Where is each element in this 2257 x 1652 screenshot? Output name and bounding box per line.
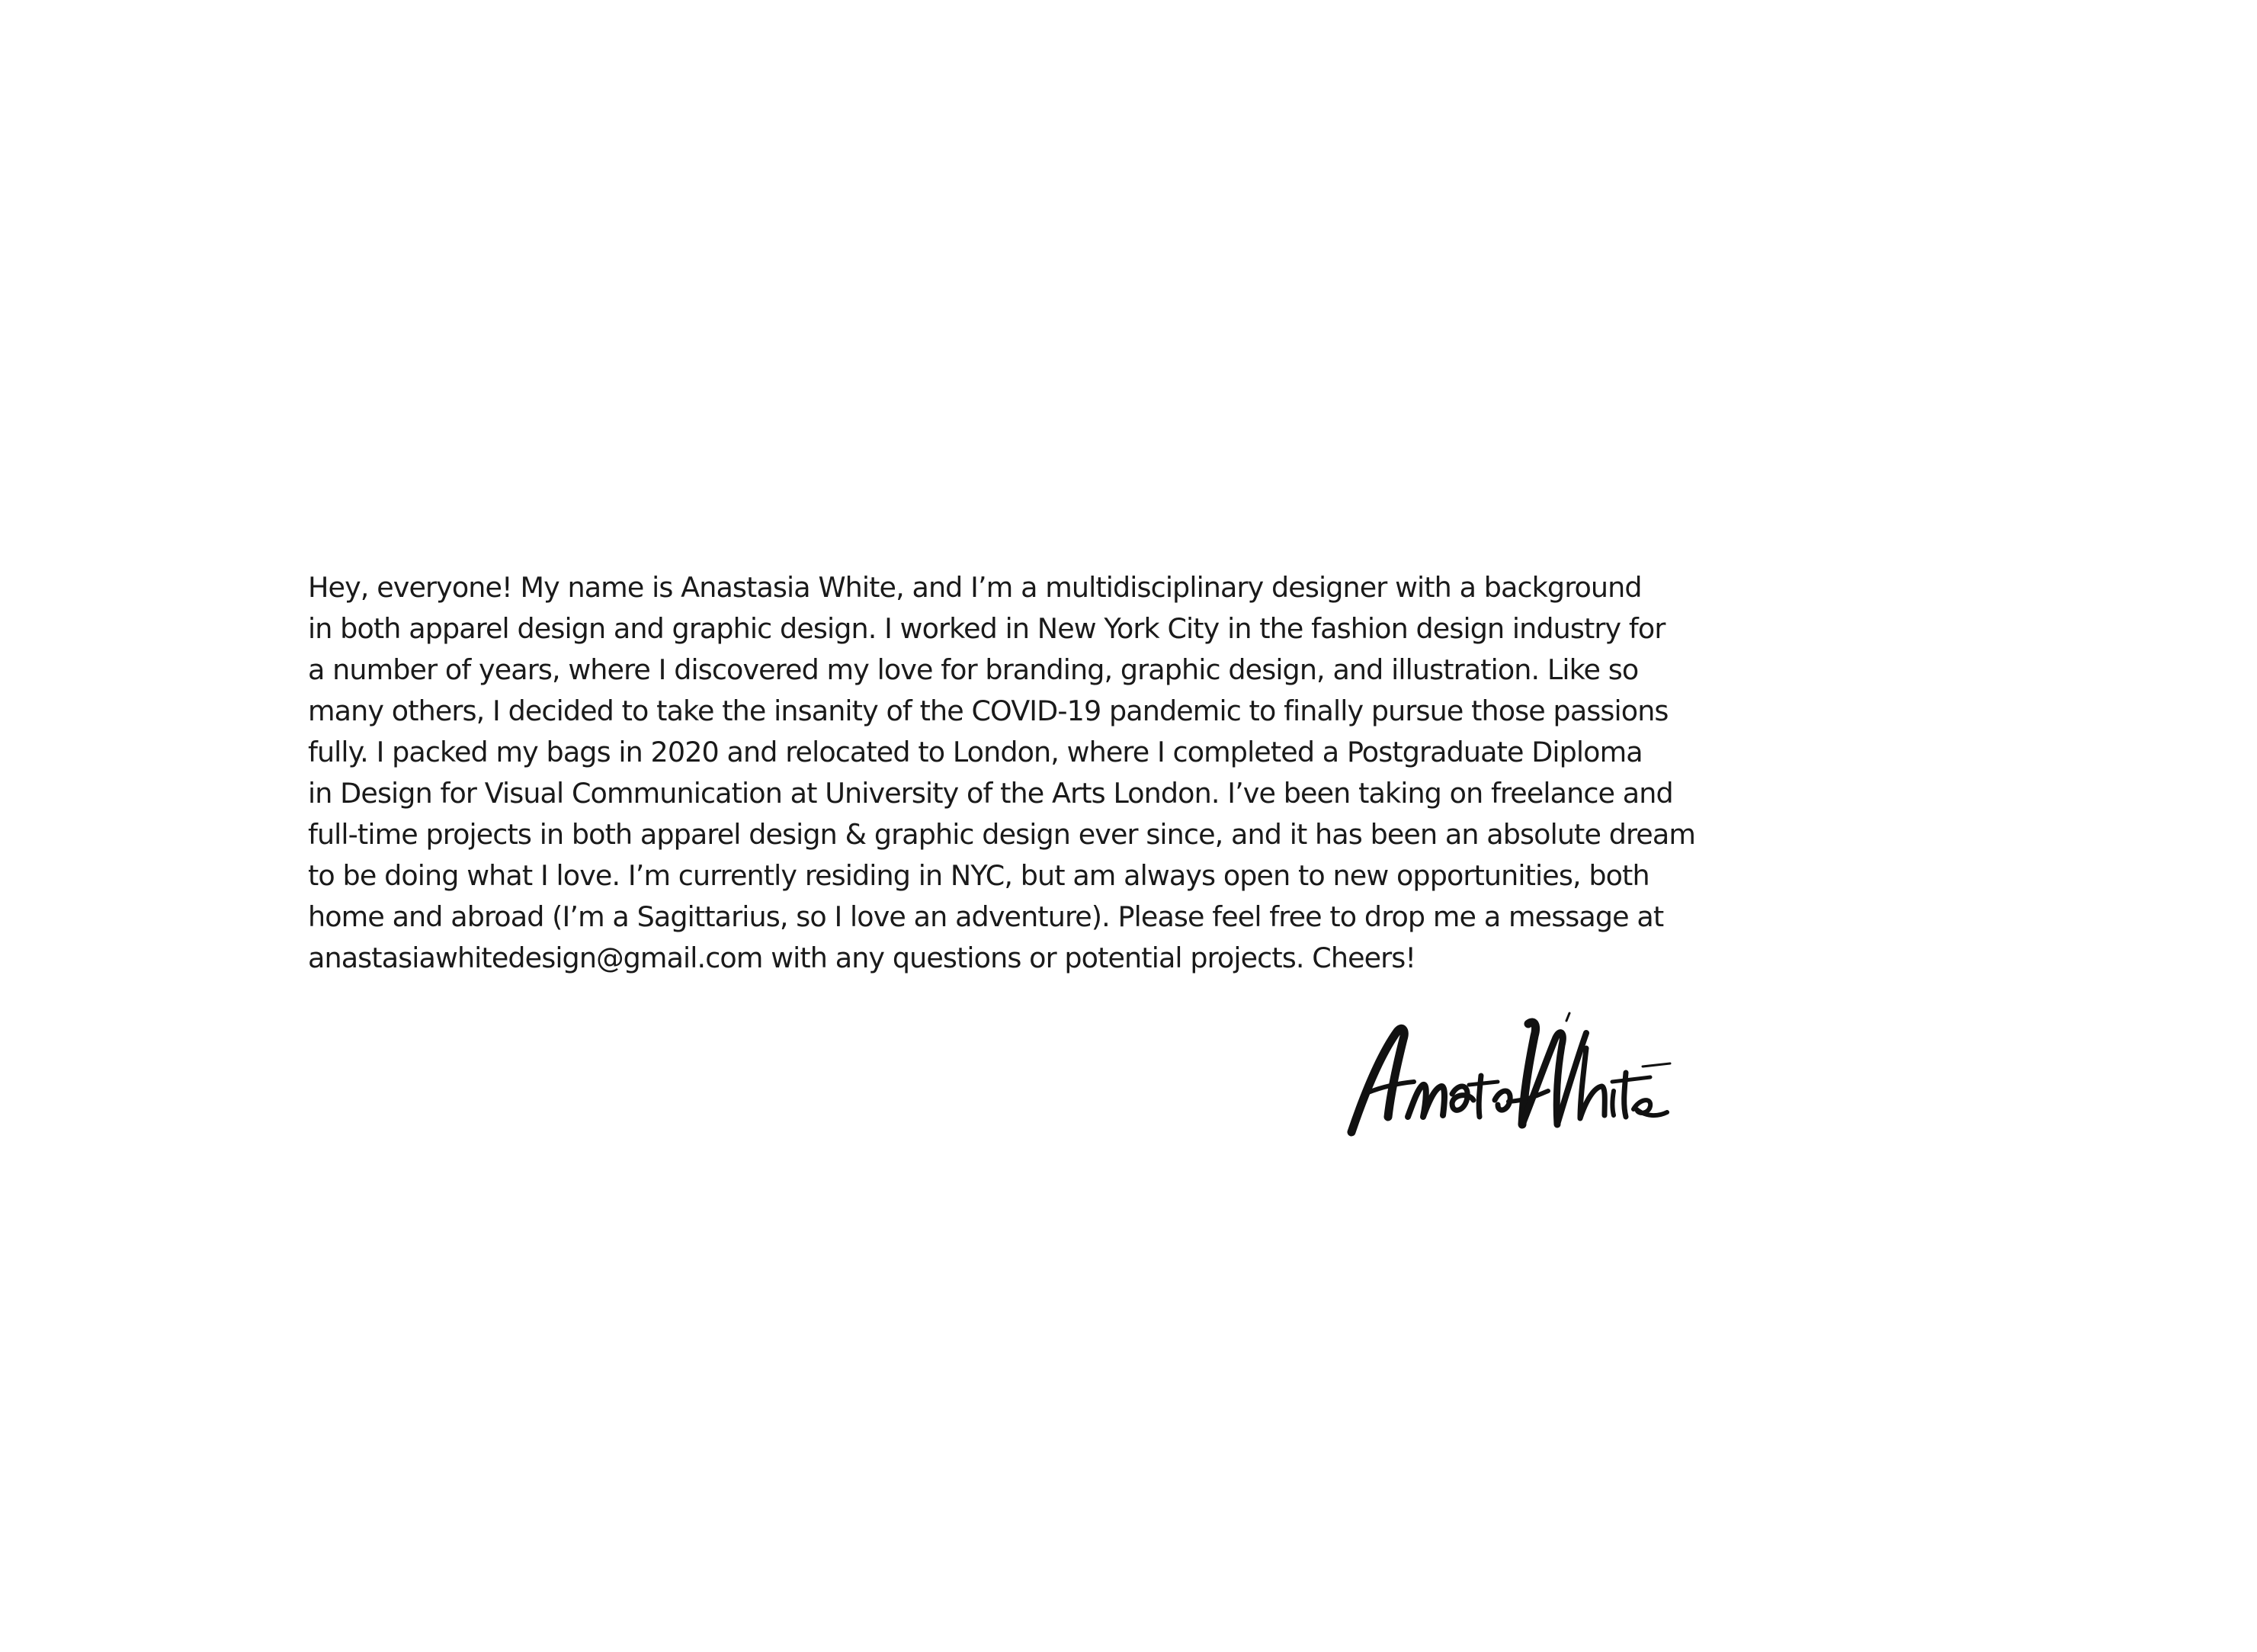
bio-line: fully. I packed my bags in 2020 and relocated to London, where I completed a Postgraduate Diploma	[308, 736, 1643, 768]
bio-line: Hey, everyone! My name is Anastasia White, and I’m a multidisciplinary designer with a background	[308, 571, 1642, 604]
bio-line: home and abroad (I’m a Sagittarius, so I love an adventure). Please feel free to drop me a message at	[308, 900, 1664, 933]
bio-paragraph	[308, 567, 1695, 979]
bio-line: full-time projects in both apparel design & graphic design ever since, and it has been an absolute dream	[308, 818, 1695, 851]
bio-line: anastasiawhitedesign@gmail.com with any questions or potential projects. Cheers!	[308, 941, 1416, 974]
bio-line: in Design for Visual Communication at University of the Arts London. I’ve been taking on freelance and	[308, 777, 1673, 810]
bio-line: a number of years, where I discovered my love for branding, graphic design, and illustration. Like so	[308, 653, 1639, 686]
bio-line: to be doing what I love. I’m currently residing in NYC, but am always open to new opportunities, both	[308, 859, 1649, 892]
signature-icon	[1338, 1002, 1673, 1140]
bio-line: in both apparel design and graphic design. I worked in New York City in the fashion design industry for	[308, 612, 1665, 645]
bio-line: many others, I decided to take the insanity of the COVID-19 pandemic to finally pursue those passions	[308, 694, 1669, 727]
